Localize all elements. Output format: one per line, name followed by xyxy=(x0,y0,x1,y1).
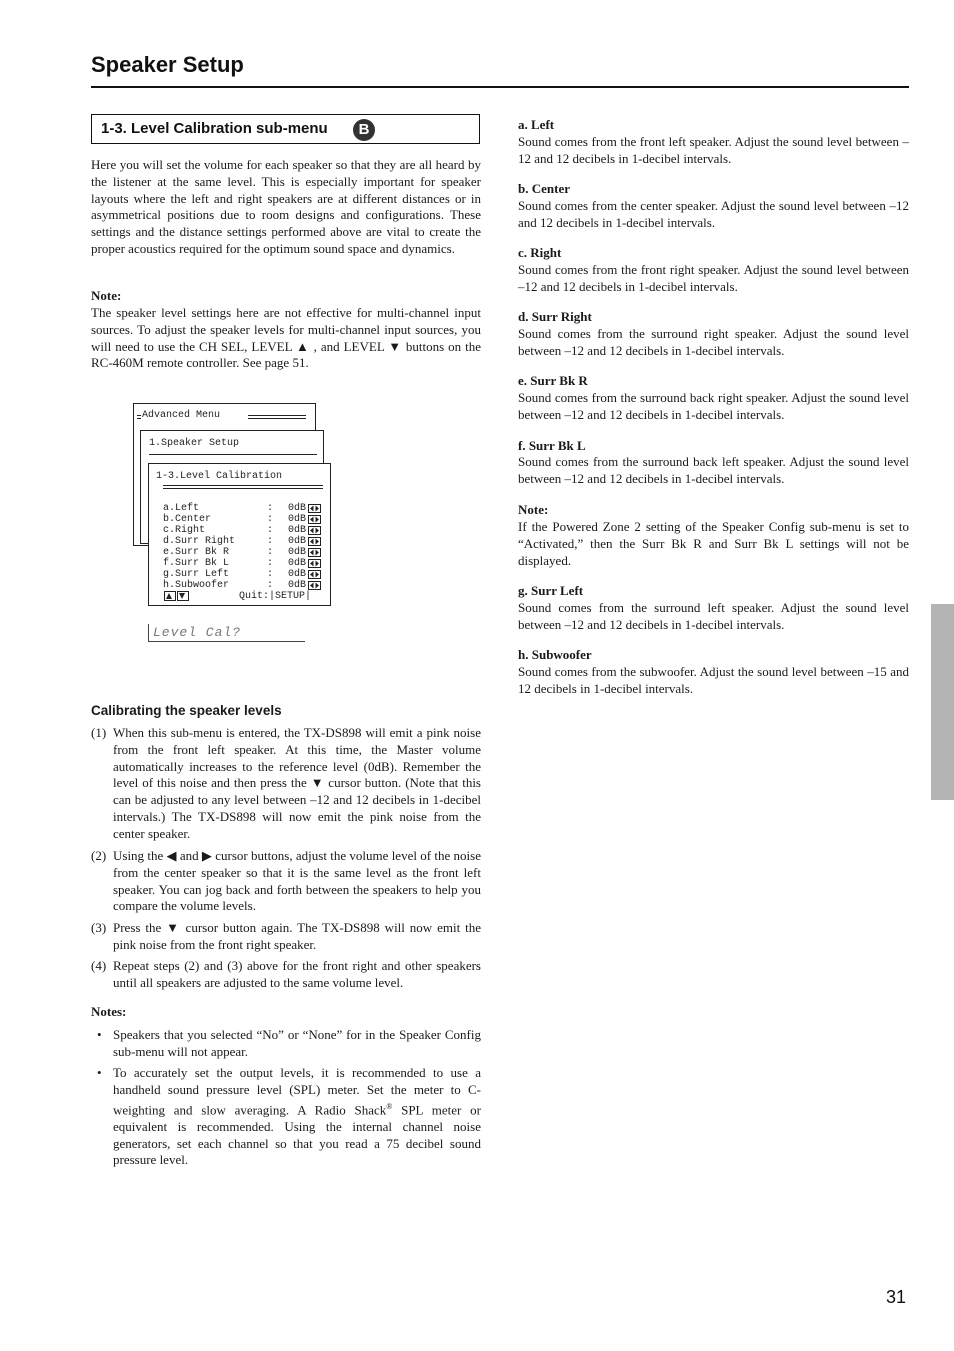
b-badge-icon: B xyxy=(353,119,375,141)
bullet-icon: • xyxy=(97,1065,102,1080)
osd-speaker-setup-title: 1.Speaker Setup xyxy=(149,438,240,449)
bullet-text: Speakers that you selected “No” or “None” for in the Speaker Config sub-menu will not appear. xyxy=(113,1027,481,1059)
channel-description: Sound comes from the front right speaker. Adjust the sound level between –12 and 12 decibels in 1-decibel intervals. xyxy=(518,262,909,294)
left-right-arrows-icon xyxy=(308,570,321,579)
osd-row-colon: : xyxy=(267,514,274,525)
channel-description: Sound comes from the surround right speaker. Adjust the sound level between –12 and 12 decibels in 1-decibel intervals. xyxy=(518,326,909,358)
osd-row-colon: : xyxy=(267,547,274,558)
osd-level-calibration-title: 1-3.Level Calibration xyxy=(156,471,283,482)
osd-row-value: 0dB xyxy=(288,514,307,525)
osd-row-colon: : xyxy=(267,503,274,514)
intro-paragraph: Here you will set the volume for each speaker so that they are all heard by the listener at the same level. This is especially important for speaker layouts where the left and right speakers are at different distances or in asymmetrical positions due to room designs and configurations. These settings and the distance settings performed above are vital to create the proper acoustics required for the optimum sound space and dynamics. xyxy=(91,157,481,256)
channel-description: Sound comes from the subwoofer. Adjust the sound level between –15 and 12 decibels in 1-decibel intervals. xyxy=(518,664,909,696)
osd-level-calibration-panel xyxy=(148,463,331,606)
osd-row-label: a.Left xyxy=(163,503,200,514)
osd-row-label: f.Surr Bk L xyxy=(163,558,230,569)
note-paragraph: If the Powered Zone 2 setting of the Speaker Config sub-menu is set to “Activated,” then the Surr Bk R and Surr Bk L settings will not be displayed. xyxy=(518,519,909,568)
osd-row-value: 0dB xyxy=(288,547,307,558)
channel-title: b. Center xyxy=(518,181,570,196)
osd-row-label: h.Subwoofer xyxy=(163,580,230,591)
channel-description: Sound comes from the surround back left speaker. Adjust the sound level between –12 and 12 decibels in 1-decibel intervals. xyxy=(518,454,909,486)
note-label: Note: xyxy=(518,502,549,517)
front-display-text: Level Cal? xyxy=(153,625,242,640)
bullet-text-part: SPL meter or equivalent is recommended. Using the internal channel noise generators, set each channel so that you read a 75 decibel sound pressure level. xyxy=(113,1101,481,1168)
step-text: Using the ◀ and ▶ cursor buttons, adjust the volume level of the noise from the center speaker so that it is the same level as the front left speaker. You can jog back and forth between the speakers to help you compare the volume levels. xyxy=(113,848,481,914)
section-heading-box xyxy=(91,114,480,144)
osd-row-colon: : xyxy=(267,558,274,569)
note-text: The speaker level settings here are not effective for multi-channel input sources. To adjust the speaker levels for multi-channel input sources, you will need to use the CH SEL, LEVEL xyxy=(91,305,481,354)
channel-title: h. Subwoofer xyxy=(518,647,592,662)
notes-label: Notes: xyxy=(91,1004,127,1019)
bullet-text xyxy=(113,1065,481,1169)
osd-row-label: g.Surr Left xyxy=(163,569,230,580)
bullet-icon: • xyxy=(97,1027,102,1042)
channel-title: c. Right xyxy=(518,245,562,260)
osd-row-label: d.Surr Right xyxy=(163,536,236,547)
osd-row-colon: : xyxy=(267,569,274,580)
page-number: 31 xyxy=(886,1287,907,1307)
left-right-arrows-icon xyxy=(308,548,321,557)
osd-row-value: 0dB xyxy=(288,569,307,580)
channel-title: f. Surr Bk L xyxy=(518,438,586,453)
osd-row-label: b.Center xyxy=(163,514,212,525)
up-down-cursor-icon xyxy=(164,591,176,601)
note-text: , and LEVEL xyxy=(309,338,389,354)
step-number: (2) xyxy=(91,848,107,863)
osd-row-colon: : xyxy=(267,536,274,547)
osd-row xyxy=(163,514,325,525)
section-heading: 1-3. Level Calibration sub-menu xyxy=(101,120,328,137)
channel-description: Sound comes from the center speaker. Adjust the sound level between –12 and 12 decibels in 1-decibel intervals. xyxy=(518,198,909,230)
channel-title: e. Surr Bk R xyxy=(518,373,588,388)
section-side-tab xyxy=(931,604,954,800)
title-rule xyxy=(91,86,909,88)
note-text: buttons on the RC-460M remote controller. See page 51. xyxy=(91,338,481,371)
osd-title-underline xyxy=(149,454,317,455)
channel-description: Sound comes from the front left speaker. Adjust the sound level between –12 and 12 decibels in 1-decibel intervals. xyxy=(518,134,909,166)
left-right-arrows-icon xyxy=(308,581,321,590)
step-number: (4) xyxy=(91,958,107,973)
osd-row-value: 0dB xyxy=(288,536,307,547)
registered-mark: ® xyxy=(386,1101,393,1111)
osd-row xyxy=(163,569,325,580)
bullet-text-part: To accurately set the output levels, it is recommended to use a handheld sound pressure level (SPL) meter. Set the meter to C-weighting and slow averaging. A Radio Shack xyxy=(113,1065,481,1117)
osd-row xyxy=(163,558,325,569)
left-right-arrows-icon xyxy=(308,526,321,535)
channel-title: a. Left xyxy=(518,117,555,132)
down-cursor-icon xyxy=(177,591,189,601)
page-title: Speaker Setup xyxy=(91,52,244,77)
osd-quit-setup: Quit:|SETUP| xyxy=(239,591,312,602)
left-right-arrows-icon xyxy=(308,504,321,513)
left-right-arrows-icon xyxy=(308,559,321,568)
channel-description: Sound comes from the surround back right speaker. Adjust the sound level between –12 and 12 decibels in 1-decibel intervals. xyxy=(518,390,909,422)
channel-title: d. Surr Right xyxy=(518,309,592,324)
down-arrow-icon: ▼ xyxy=(388,338,402,354)
osd-row-value: 0dB xyxy=(288,525,307,536)
left-right-arrows-icon xyxy=(308,515,321,524)
osd-row xyxy=(163,525,325,536)
osd-row-colon: : xyxy=(267,525,274,536)
calibrating-heading: Calibrating the speaker levels xyxy=(91,703,282,718)
osd-row-colon: : xyxy=(267,580,274,591)
step-text: When this sub-menu is entered, the TX-DS898 will emit a pink noise from the front left speaker. At this time, the Master volume automatically increases to the reference level (0dB). Remember the level of this noise and then press the ▼ cursor button. (Note that this can be adjusted to any level between –12 and 12 decibels in 1-decibel intervals.) The TX-DS898 will now emit the pink noise from the center speaker. xyxy=(113,725,481,841)
step-number: (3) xyxy=(91,920,107,935)
osd-title-line xyxy=(137,415,141,419)
osd-row-value: 0dB xyxy=(288,558,307,569)
osd-row-label: c.Right xyxy=(163,525,206,536)
osd-row xyxy=(163,580,325,591)
step-number: (1) xyxy=(91,725,107,740)
osd-row-label: e.Surr Bk R xyxy=(163,547,230,558)
osd-row xyxy=(163,536,325,547)
osd-row-value: 0dB xyxy=(288,503,307,514)
left-right-arrows-icon xyxy=(308,537,321,546)
front-display-readout xyxy=(148,624,305,642)
channel-title: g. Surr Left xyxy=(518,583,584,598)
channel-description: Sound comes from the surround left speaker. Adjust the sound level between –12 and 12 decibels in 1-decibel intervals. xyxy=(518,600,909,632)
osd-advanced-menu-title: Advanced Menu xyxy=(142,410,221,421)
osd-row-value: 0dB xyxy=(288,580,307,591)
osd-title-line xyxy=(163,485,323,489)
step-text: Press the ▼ cursor button again. The TX-DS898 will now emit the pink noise from the front right speaker. xyxy=(113,920,481,952)
osd-title-line xyxy=(248,415,306,419)
step-text: Repeat steps (2) and (3) above for the front right and other speakers until all speakers are adjusted to the same volume level. xyxy=(113,958,481,990)
osd-row xyxy=(163,503,325,514)
up-arrow-icon: ▲ xyxy=(296,338,310,354)
note-paragraph xyxy=(91,305,481,372)
note-label: Note: xyxy=(91,288,122,303)
osd-row xyxy=(163,547,325,558)
